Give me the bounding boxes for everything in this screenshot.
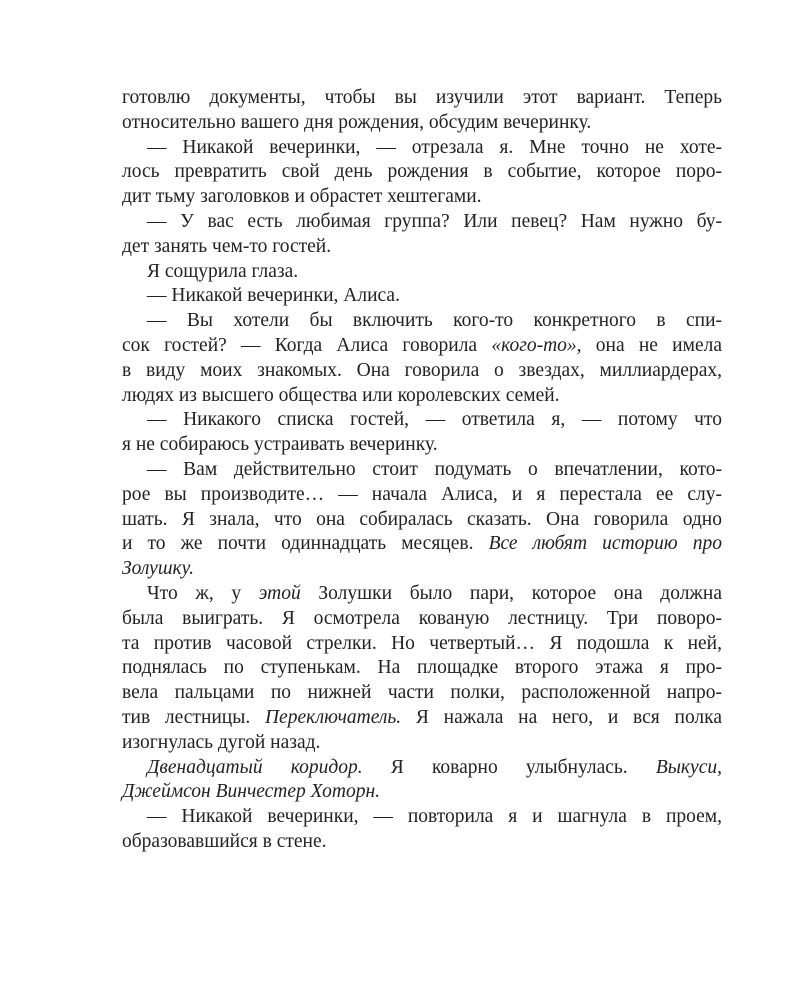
text-segment: образовавшийся в стене. (122, 830, 327, 852)
text-line (122, 284, 722, 309)
text-line (122, 508, 722, 533)
text-line (122, 756, 722, 781)
text-line (122, 185, 722, 210)
text-segment: в виду моих знакомых. Она говорила о звездах, миллиардерах, (122, 359, 722, 381)
text-line (122, 136, 722, 161)
text-segment: — Никакой вечеринки, — отрезала я. Мне точно не хоте- (147, 136, 722, 158)
text-segment: поднялась по ступенькам. На площадке второго этажа я про- (122, 657, 722, 679)
book-page-text (122, 86, 722, 855)
text-line (122, 780, 722, 805)
text-segment: Золушки было пари, которое она должна (300, 582, 722, 604)
text-segment: та против часовой стрелки. Но четвертый… Я подошла к ней, (122, 632, 722, 654)
text-segment: рое вы производите… — начала Алиса, и я перестала ее слу- (122, 483, 722, 505)
text-segment: лось превратить свой день рождения в событие, которое поро- (122, 161, 722, 183)
italic-text: «кого-то» (491, 334, 577, 356)
text-segment: шать. Я знала, что она собиралась сказать. Она говорила одно (122, 508, 722, 530)
text-line (122, 483, 722, 508)
text-line (122, 111, 722, 136)
text-segment: дет занять чем-то гостей. (122, 235, 332, 257)
text-segment: людях из высшего общества или королевских семей. (122, 384, 560, 406)
text-segment: — Никакой вечеринки, Алиса. (147, 285, 400, 307)
text-segment: Я коварно улыбнулась. (362, 756, 656, 778)
italic-text: Золушку. (122, 558, 194, 580)
text-line (122, 632, 722, 657)
text-line (122, 210, 722, 235)
text-line (122, 235, 722, 260)
text-segment: Я нажала на него, и вся полка (401, 706, 722, 728)
text-line (122, 731, 722, 756)
text-segment: была выиграть. Я осмотрела кованую лестницу. Три поворо- (122, 607, 722, 629)
italic-text: этой (258, 582, 301, 604)
text-line (122, 706, 722, 731)
text-segment: — Никакой вечеринки, — повторила я и шагнула в проем, (147, 806, 722, 828)
italic-text: Выкуси, (655, 756, 722, 778)
text-segment: — Вы хотели бы включить кого-то конкретного в спи- (147, 310, 722, 332)
text-line (122, 557, 722, 582)
text-segment: я не собираюсь устраивать вечеринку. (122, 434, 438, 456)
text-line (122, 86, 722, 111)
text-segment: и то же почти одиннадцать месяцев. (122, 533, 489, 555)
text-line (122, 681, 722, 706)
text-segment: вела пальцами по нижней части полки, расположенной напро- (122, 682, 722, 704)
text-line (122, 433, 722, 458)
text-line (122, 830, 722, 855)
text-line (122, 408, 722, 433)
italic-text: Все любят историю про (488, 533, 722, 555)
text-line (122, 582, 722, 607)
text-line (122, 458, 722, 483)
text-segment: дит тьму заголовков и обрастет хештегами. (122, 186, 482, 208)
text-segment: — Вам действительно стоит подумать о впечатлении, кото- (147, 458, 722, 480)
text-line (122, 607, 722, 632)
text-segment: , она не имела (576, 334, 722, 356)
text-segment: — Никакого списка гостей, — ответила я, — потому что (147, 409, 722, 431)
italic-text: Двенадцатый коридор. (147, 756, 363, 778)
text-line (122, 805, 722, 830)
text-line (122, 656, 722, 681)
text-segment: изогнулась дугой назад. (122, 731, 321, 753)
text-segment: Я сощурила глаза. (147, 260, 299, 282)
text-line (122, 359, 722, 384)
text-segment: Что ж, у (147, 582, 259, 604)
text-line (122, 160, 722, 185)
italic-text: Переключатель. (264, 706, 402, 728)
text-segment: сок гостей? — Когда Алиса говорила (122, 334, 492, 356)
text-segment: относительно вашего дня рождения, обсудим вечеринку. (122, 111, 592, 133)
text-line (122, 532, 722, 557)
italic-text: Джеймсон Винчестер Хоторн. (122, 781, 381, 803)
text-line (122, 309, 722, 334)
text-segment: тив лестницы. (122, 706, 265, 728)
text-line (122, 384, 722, 409)
text-line (122, 334, 722, 359)
text-segment: готовлю документы, чтобы вы изучили этот вариант. Теперь (122, 87, 722, 108)
text-segment: — У вас есть любимая группа? Или певец? Нам нужно бу- (147, 210, 722, 232)
text-line (122, 260, 722, 285)
